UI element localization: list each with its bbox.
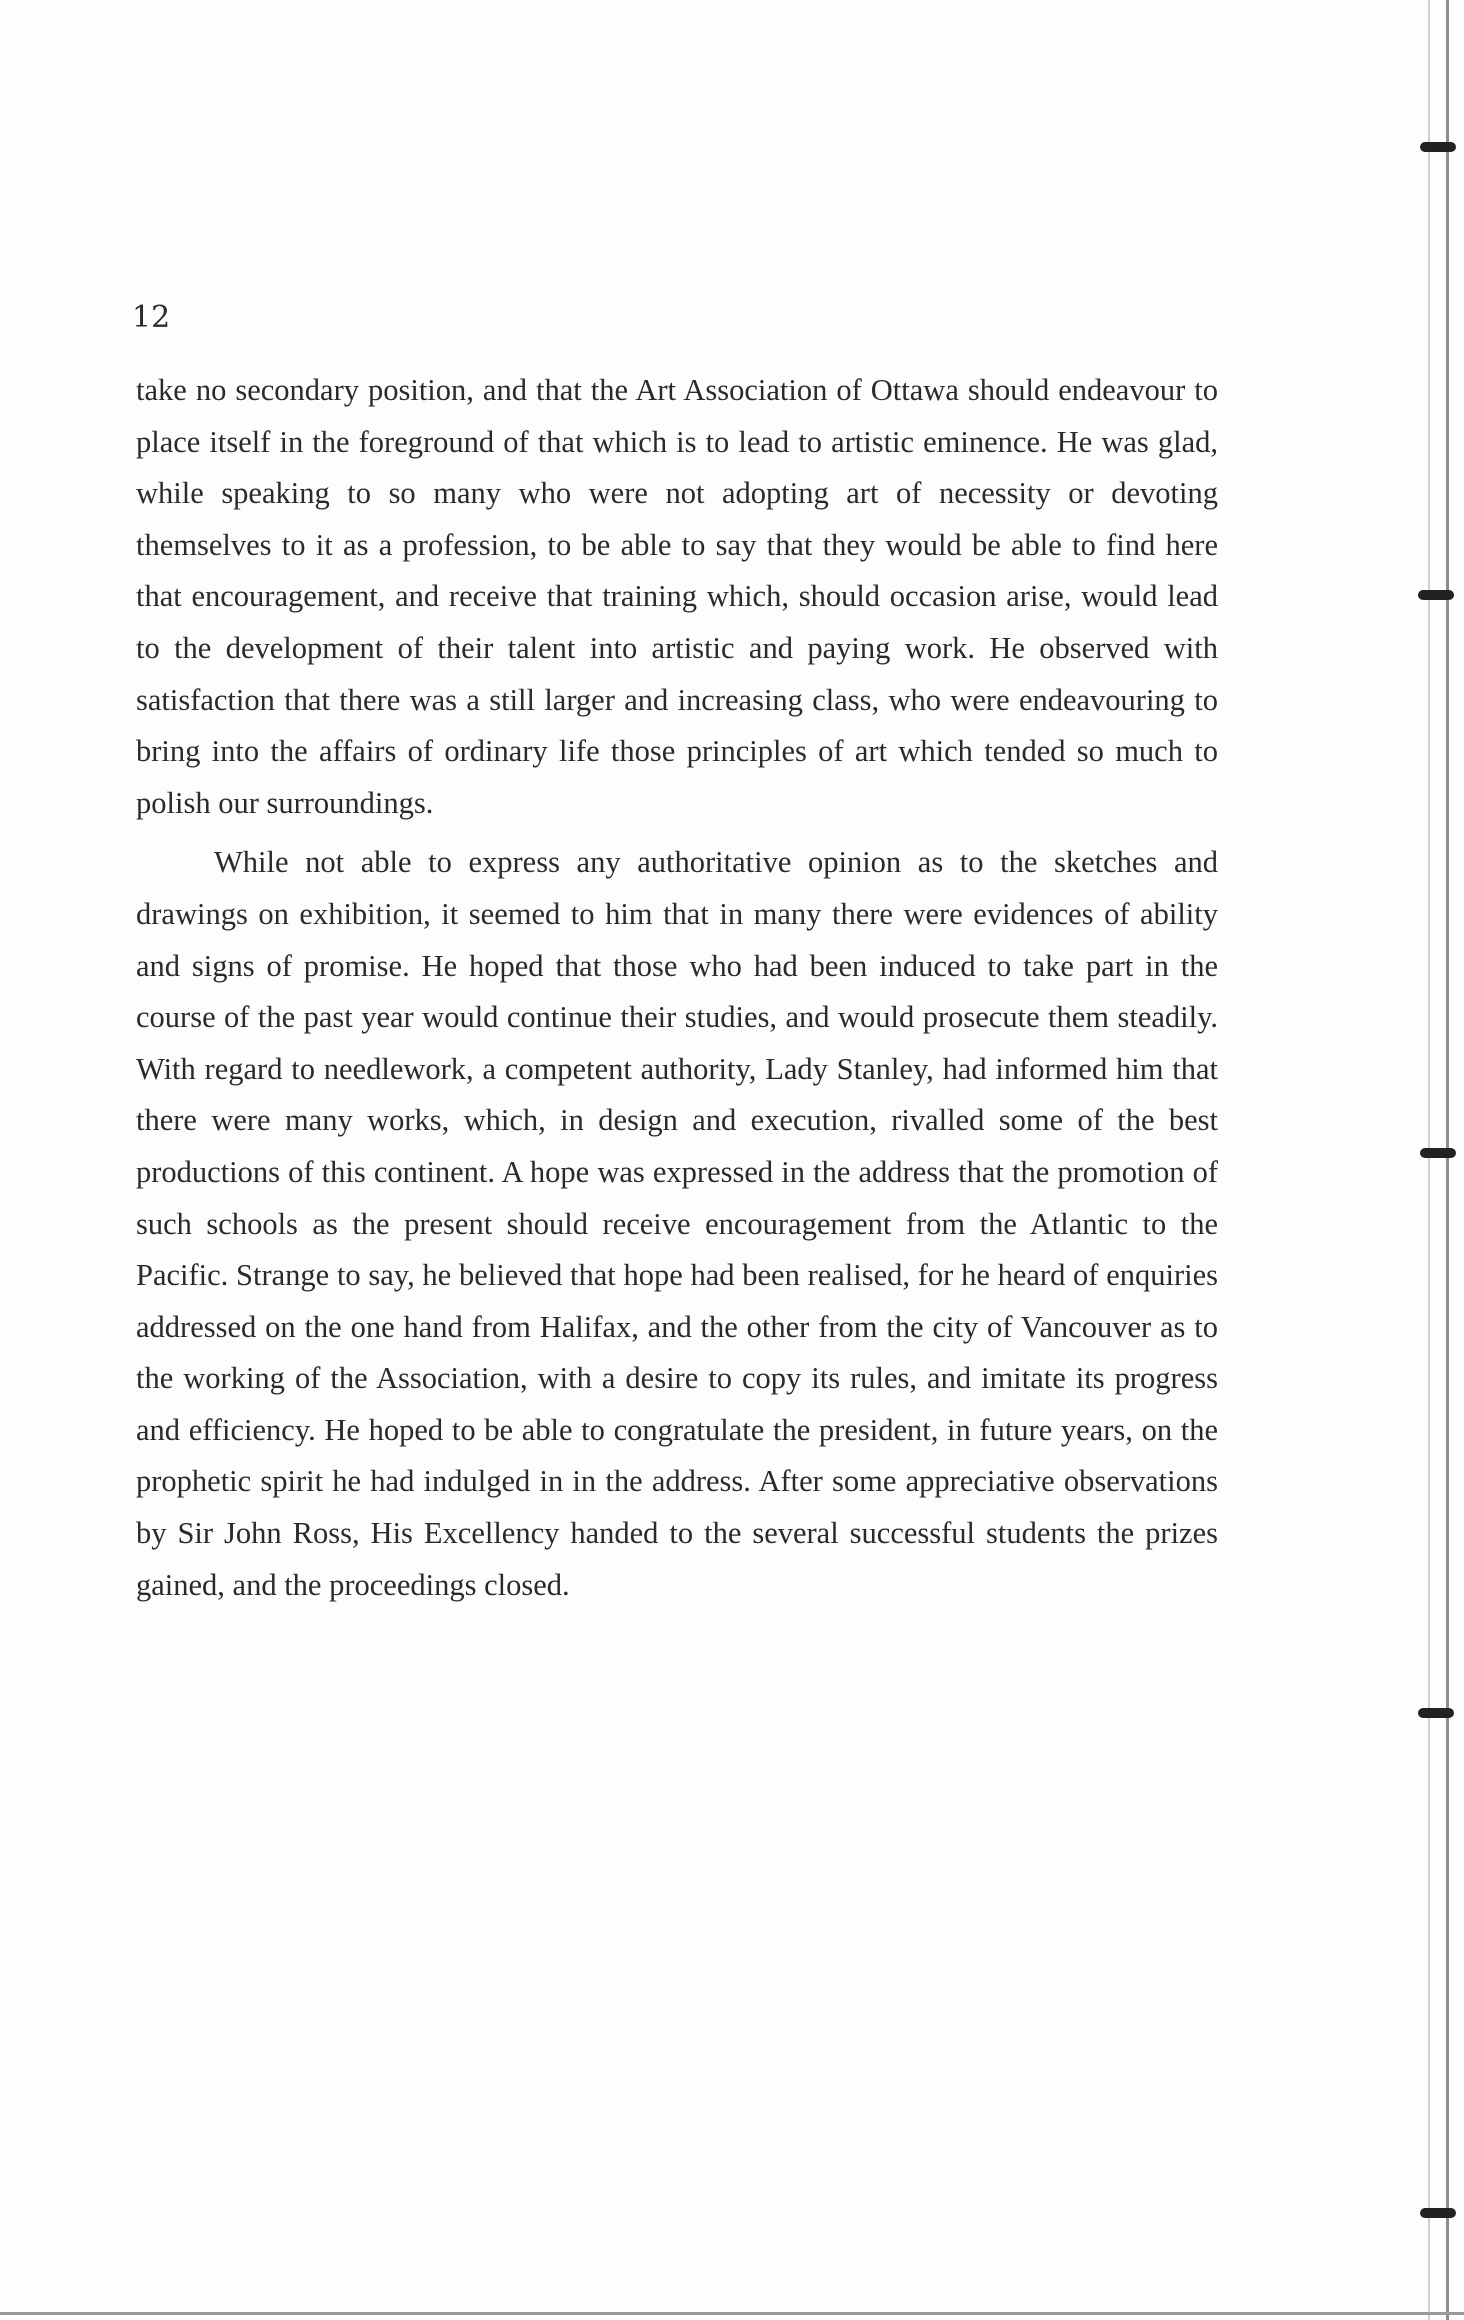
binding-mark bbox=[1420, 1148, 1456, 1158]
paragraph: take no secondary position, and that the Art Association of Ottawa should endeavour to place itself in the foreground of that which is to lead to artistic eminence. He was glad, while speaking to so many who were not adopting art of necessity or devoting themselves to it as a profession, to be able to say that they would be able to find here that encouragement, and receive that training which, should occasion arise, would lead to the development of their talent into artistic and paying work. He observed with satisfaction that there was a still larger and increasing class, who were endeavouring to bring into the affairs of ordinary life those principles of art which tended so much to polish our surroundings. bbox=[136, 373, 1218, 820]
binding-mark bbox=[1420, 142, 1456, 152]
page-edge-line bbox=[1428, 0, 1430, 2320]
binding-edge-line bbox=[1446, 0, 1449, 2320]
binding-mark bbox=[1418, 590, 1454, 600]
body-text bbox=[136, 365, 1218, 1611]
page-bottom-edge bbox=[0, 2312, 1464, 2315]
page-number: 12 bbox=[132, 300, 171, 335]
paragraph: While not able to express any authoritative opinion as to the sketches and drawings on exhibition, it seemed to him that in many there were evidences of ability and signs of promise. He hoped that those who had been induced to take part in the course of the past year would continue their studies, and would prosecute them steadily. With regard to needlework, a competent authority, Lady Stanley, had informed him that there were many works, which, in design and execution, rivalled some of the best productions of this continent. A hope was expressed in the address that the promotion of such schools as the present should receive encouragement from the Atlantic to the Pacific. Strange to say, he believed that hope had been realised, for he heard of enquiries addressed on the one hand from Halifax, and the other from the city of Vancouver as to the working of the Association, with a desire to copy its rules, and imitate its progress and efficiency. He hoped to be able to congratulate the president, in future years, on the prophetic spirit he had indulged in in the address. After some appreciative observations by Sir John Ross, His Excellency handed to the several successful students the prizes gained, and the proceedings closed. bbox=[136, 845, 1218, 1602]
binding-mark bbox=[1418, 1708, 1454, 1718]
binding-mark bbox=[1420, 2208, 1456, 2218]
